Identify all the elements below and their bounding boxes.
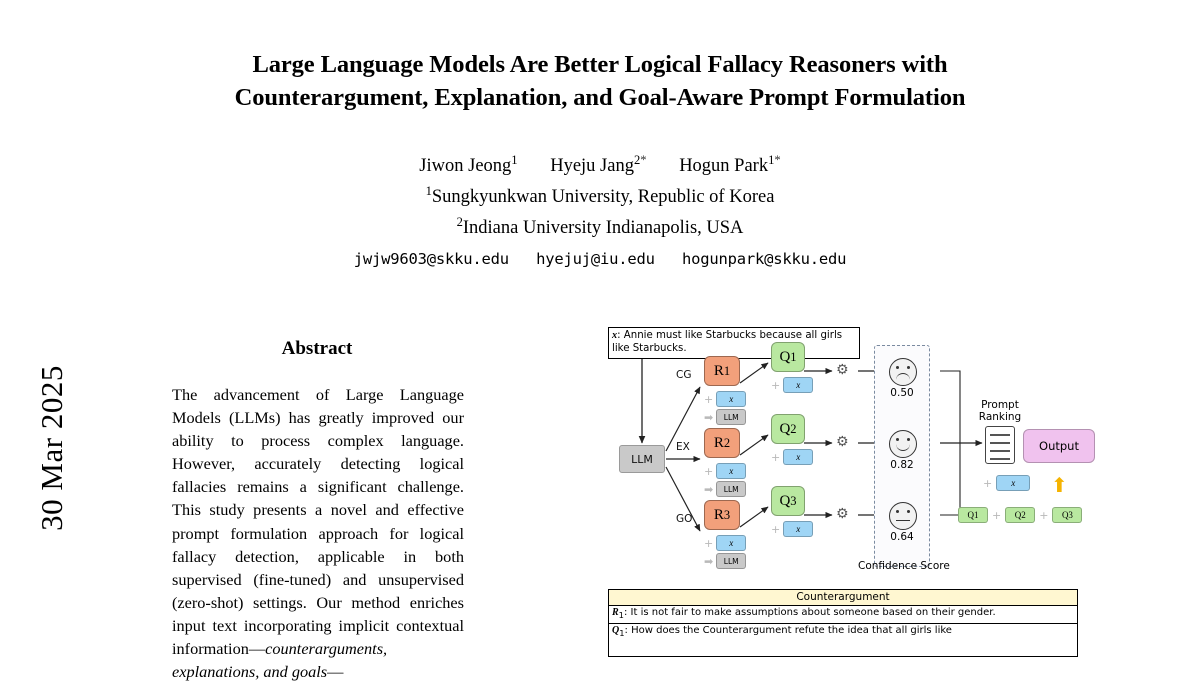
- arrow-right-icon: ➡: [704, 410, 714, 424]
- branch-tag-go: GO: [676, 513, 693, 525]
- confidence-score-3: 0.64: [890, 531, 914, 543]
- abstract-italic-terms: counterarguments, explanations, and goals: [172, 639, 388, 682]
- author-1: Jiwon Jeong$^1$: [419, 153, 518, 177]
- up-arrow-icon: ⬆: [1051, 473, 1068, 497]
- x-chip: x: [783, 377, 813, 393]
- author-emails: [180, 247, 1020, 272]
- affiliation-2: $^2$Indiana University Indianapolis, USA: [456, 215, 744, 239]
- q1-chip: Q1: [958, 507, 988, 523]
- reasoning-inputs-3: [704, 535, 746, 551]
- prompt-ranking-label: Prompt Ranking: [978, 399, 1022, 423]
- affiliation-1: $^1$Sungkyunkwan University, Republic of Korea: [425, 184, 775, 208]
- question-inputs-1: [771, 377, 813, 393]
- gear-icon: ⚙: [836, 506, 849, 522]
- abstract-paragraph: The advancement of Large Language Models (LLMs) has greatly improved our ability to process complex language. However, accurately detecting logical fallacies remains a significant challenge. This study presents a novel and effective prompt formulation approach for logical fallacy detection, applicable in both supervised (fine-tuned) and unsupervised (zero-shot) settings. Our method enriches input text incorporating implicit contextual information—: [172, 385, 464, 659]
- ranking-chip-row-1: [983, 475, 1030, 491]
- question-box-1: Q 1: [771, 342, 805, 372]
- question-box-3: Q 3: [771, 486, 805, 516]
- email-3: hogunpark@skku.edu: [681, 250, 847, 269]
- q3-chip: Q3: [1052, 507, 1082, 523]
- abstract-text: [172, 383, 464, 683]
- plus-icon: +: [704, 392, 714, 406]
- gear-icon: ⚙: [836, 434, 849, 450]
- arrow-right-icon: ➡: [704, 554, 714, 568]
- input-sentence-box: [608, 327, 860, 359]
- page-title: [120, 48, 1080, 114]
- question-inputs-2: [771, 449, 813, 465]
- author-3: Hogun Park$^{1*}$: [679, 153, 781, 177]
- llm-chip: LLM: [716, 481, 746, 497]
- output-box: Output: [1023, 429, 1095, 463]
- reasoning-llm-3: [704, 553, 746, 569]
- input-sentence-text: : Annie must like Starbucks because all girls like Starbucks.: [612, 330, 843, 354]
- x-chip: x: [716, 391, 746, 407]
- plus-icon: +: [1039, 508, 1049, 522]
- abstract-tail: —: [327, 662, 344, 682]
- llm-chip: LLM: [716, 553, 746, 569]
- q2-chip: Q2: [1005, 507, 1035, 523]
- plus-icon: +: [992, 508, 1002, 522]
- question-inputs-3: [771, 521, 813, 537]
- plus-icon: +: [983, 476, 993, 490]
- input-variable-label: x: [612, 330, 618, 341]
- branch-tag-cg: CG: [676, 369, 692, 381]
- counterargument-row-q1: $Q_1$: How does the Counterargument refute the idea that all girls like: [612, 624, 952, 638]
- author-block: [180, 148, 1020, 272]
- counterargument-row-r1: $R_1$: It is not fair to make assumptions about someone based on their gender.: [609, 606, 1077, 624]
- x-chip: x: [996, 475, 1030, 491]
- author-names: [180, 148, 1020, 179]
- confidence-score-2: 0.82: [890, 459, 914, 471]
- figure-1: [608, 327, 1082, 657]
- plus-icon: +: [771, 522, 781, 536]
- title-line-2: Counterargument, Explanation, and Goal-Aware Prompt Formulation: [234, 84, 966, 111]
- reasoning-box-3: R 3: [704, 500, 740, 530]
- plus-icon: +: [704, 464, 714, 478]
- confidence-score-label: Confidence Score: [858, 560, 950, 572]
- reasoning-box-2: R 2: [704, 428, 740, 458]
- author-2: Hyeju Jang$^{2*}$: [550, 153, 647, 177]
- plus-icon: +: [704, 536, 714, 550]
- x-chip: x: [783, 449, 813, 465]
- counterargument-table-header: Counterargument: [609, 590, 1077, 606]
- x-chip: x: [716, 535, 746, 551]
- llm-chip: LLM: [716, 409, 746, 425]
- confidence-face-1: [889, 358, 917, 386]
- gear-icon: ⚙: [836, 362, 849, 378]
- plus-icon: +: [771, 378, 781, 392]
- plus-icon: +: [771, 450, 781, 464]
- title-line-1: Large Language Models Are Better Logical Fallacy Reasoners with: [252, 51, 948, 78]
- x-chip: x: [716, 463, 746, 479]
- abstract-heading: Abstract: [281, 338, 353, 359]
- email-1: jwjw9603@skku.edu: [353, 250, 509, 269]
- confidence-face-3: [889, 502, 917, 530]
- reasoning-box-1: R 1: [704, 356, 740, 386]
- question-box-2: Q 2: [771, 414, 805, 444]
- ranking-chip-row-2: [958, 507, 1082, 523]
- arxiv-date-stamp: 30 Mar 2025: [34, 365, 69, 531]
- llm-block: LLM: [619, 445, 665, 473]
- reasoning-inputs-1: [704, 391, 746, 407]
- confidence-score-1: 0.50: [890, 387, 914, 399]
- reasoning-llm-2: [704, 481, 746, 497]
- x-chip: x: [783, 521, 813, 537]
- reasoning-llm-1: [704, 409, 746, 425]
- reasoning-inputs-2: [704, 463, 746, 479]
- arrow-right-icon: ➡: [704, 482, 714, 496]
- branch-tag-ex: EX: [676, 441, 690, 453]
- prompt-ranking-icon: [985, 426, 1015, 464]
- confidence-face-2: [889, 430, 917, 458]
- counterargument-table: [608, 589, 1078, 657]
- email-2: hyejuj@iu.edu: [536, 250, 655, 269]
